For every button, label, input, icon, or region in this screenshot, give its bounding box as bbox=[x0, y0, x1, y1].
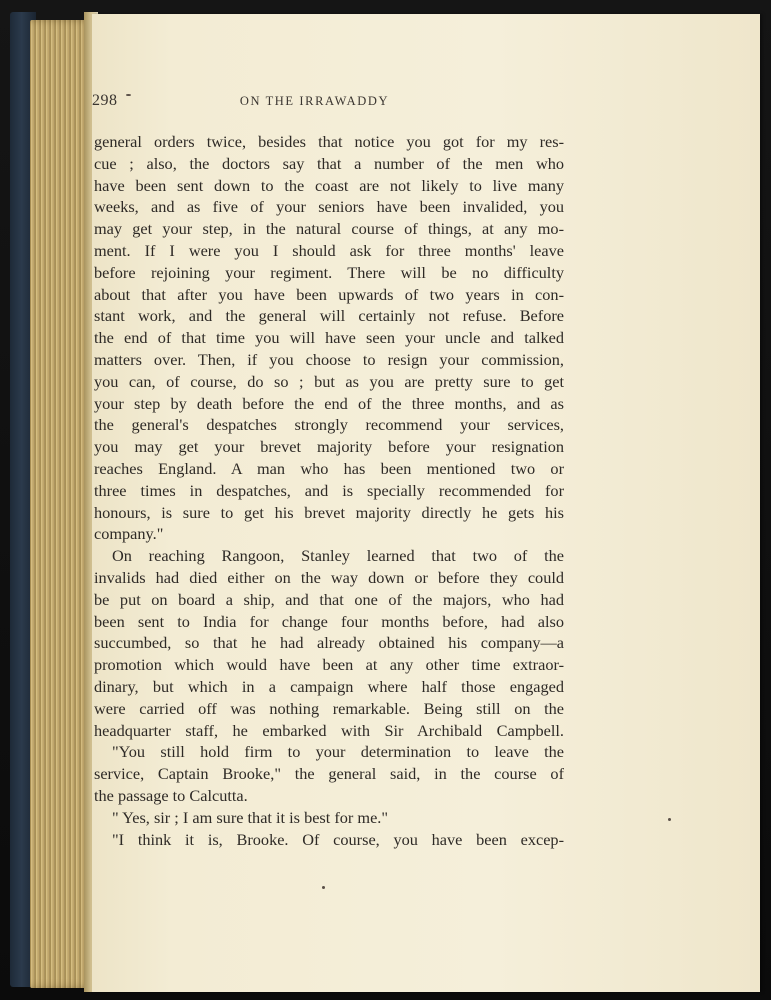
text-line: succumbed, so that he had already obtained his company—a bbox=[94, 633, 564, 653]
page-number: 298 bbox=[92, 92, 118, 109]
page-header bbox=[92, 92, 537, 116]
text-line: the passage to Calcutta. bbox=[94, 785, 248, 805]
text-line: headquarter staff, he embarked with Sir Archibald Campbell. bbox=[94, 720, 564, 740]
text-line: about that after you have been upwards of two years in con- bbox=[94, 284, 564, 304]
text-line: you can, of course, do so ; but as you are pretty sure to get bbox=[94, 371, 564, 391]
text-line: the end of that time you will have seen your uncle and talked bbox=[94, 328, 564, 348]
text-line: company." bbox=[94, 524, 164, 544]
text-line: ment. If I were you I should ask for three months' leave bbox=[94, 240, 564, 260]
text-line: general orders twice, besides that notice you got for my res- bbox=[94, 132, 564, 151]
body-text bbox=[94, 131, 564, 850]
text-line: invalids had died either on the way down or before they could bbox=[94, 567, 564, 587]
text-line: reaches England. A man who has been mentioned two or bbox=[94, 458, 564, 478]
print-speck bbox=[322, 886, 325, 889]
text-line: On reaching Rangoon, Stanley learned that two of the bbox=[112, 546, 564, 566]
text-line: "I think it is, Brooke. Of course, you have been excep- bbox=[112, 829, 564, 849]
text-line: your step by death before the end of the three months, and as bbox=[94, 393, 564, 413]
text-line: " Yes, sir ; I am sure that it is best for me." bbox=[112, 807, 389, 827]
text-line: three times in despatches, and is specially recommended for bbox=[94, 480, 564, 500]
text-line: service, Captain Brooke," the general said, in the course of bbox=[94, 764, 564, 784]
text-line: promotion which would have been at any other time extraor- bbox=[94, 655, 564, 675]
text-line: the general's despatches strongly recommend your services, bbox=[94, 415, 564, 435]
print-speck bbox=[668, 818, 671, 821]
text-line: "You still hold firm to your determination to leave the bbox=[112, 742, 564, 762]
print-speck bbox=[126, 94, 131, 96]
text-line: stant work, and the general will certainly not refuse. Before bbox=[94, 306, 564, 326]
text-line: honours, is sure to get his brevet majority directly he gets his bbox=[94, 502, 564, 522]
text-line: been sent to India for change four months before, had also bbox=[94, 611, 564, 631]
text-line: before rejoining your regiment. There will be no difficulty bbox=[94, 262, 564, 282]
text-line: dinary, but which in a campaign where half those engaged bbox=[94, 676, 564, 696]
text-line: you may get your brevet majority before your resignation bbox=[94, 437, 564, 457]
text-line: have been sent down to the coast are not likely to live many bbox=[94, 175, 564, 195]
text-line: may get your step, in the natural course of things, at any mo- bbox=[94, 219, 564, 239]
text-line: matters over. Then, if you choose to resign your commission, bbox=[94, 349, 564, 369]
text-line: were carried off was nothing remarkable. Being still on the bbox=[94, 698, 564, 718]
running-title: ON THE IRRAWADDY bbox=[239, 94, 390, 108]
text-line: weeks, and as five of your seniors have been invalided, you bbox=[94, 197, 564, 217]
text-line: cue ; also, the doctors say that a number of the men who bbox=[94, 153, 564, 173]
text-line: be put on board a ship, and that one of the majors, who had bbox=[94, 589, 564, 609]
